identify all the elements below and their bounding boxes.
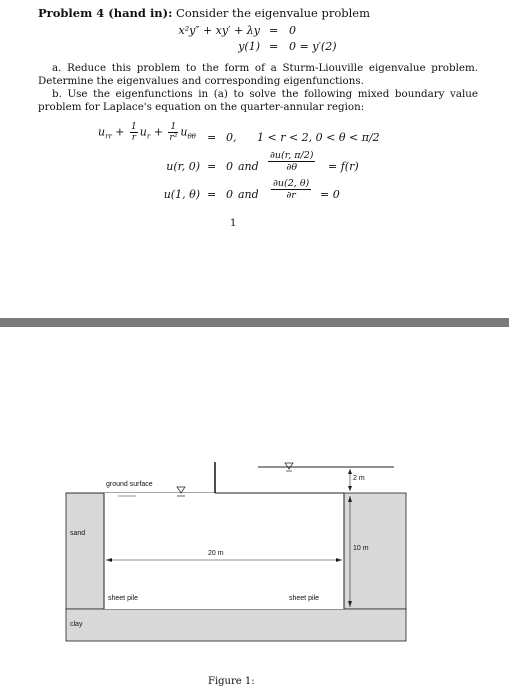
- bc2-lhs: u(1, θ): [163, 188, 200, 201]
- pde-domain: 1 < r < 2, 0 < θ < π/2: [257, 131, 380, 144]
- sheet-pile-right-label: sheet pile: [289, 595, 319, 602]
- bc1-rel: =: [207, 160, 217, 173]
- clay-label: clay: [70, 621, 83, 628]
- excavation-area: [104, 493, 344, 609]
- bc2-and: and: [238, 188, 259, 201]
- ground-surface-label: ground surface: [106, 481, 153, 488]
- bc2-rhs: 0: [226, 188, 233, 201]
- ode-lhs: x²y″ + xy′ + λy: [178, 24, 260, 37]
- figure-caption: Figure 1:: [208, 676, 255, 687]
- problem-title-rest: Consider the eigenvalue problem: [176, 6, 371, 20]
- part-b-text: b. Use the eigenfunctions in (a) to solve the following mixed boundary value problem for Laplace's equation on the quarter-annular region:: [38, 88, 478, 113]
- bc1-lhs: u(r, 0): [166, 160, 200, 173]
- ode-rel: =: [269, 24, 279, 37]
- bc-rhs: 0 = y′(2): [289, 40, 337, 53]
- page-number: 1: [230, 218, 237, 229]
- width-dimension-label: 20 m: [208, 550, 224, 557]
- page-separator: [0, 318, 509, 327]
- bc1-and: and: [238, 160, 259, 173]
- clay-layer: [66, 609, 406, 641]
- ode-rhs: 0: [289, 24, 296, 37]
- bc2-tail: = 0: [320, 188, 340, 201]
- bc1-derivative: ∂u(r, π/2) ∂θ: [270, 150, 314, 173]
- problem-title: [38, 6, 370, 20]
- bc-lhs: y(1): [238, 40, 260, 53]
- pde-rel: =: [207, 131, 217, 144]
- bc-rel: =: [269, 40, 279, 53]
- depth-dimension-label: 10 m: [353, 545, 369, 552]
- pde-lhs: $u_{rr}$ + $\frac{1}{r}$ $u_r$ + $\frac{1}{\text{r²}}$ $u_{\theta\theta}$: [98, 122, 196, 143]
- bc2-derivative: ∂u(2, θ) ∂r: [273, 178, 310, 201]
- bc2-rel: =: [207, 188, 217, 201]
- pde-rhs: 0,: [226, 131, 237, 144]
- bc1-rhs: 0: [226, 160, 233, 173]
- water-dimension-label: 2 m: [353, 475, 365, 482]
- part-a-text: a. Reduce this problem to the form of a Sturm-Liouville eigenvalue problem. Determine the eigenvalues and corresponding eigenfunctions.: [38, 62, 478, 87]
- bc1-tail: = f(r): [328, 160, 359, 173]
- sheet-pile-figure: [0, 450, 509, 670]
- sheet-pile-left-label: sheet pile: [108, 595, 138, 602]
- sand-label: sand: [70, 530, 86, 537]
- problem-title-bold: Problem 4 (hand in):: [38, 6, 173, 20]
